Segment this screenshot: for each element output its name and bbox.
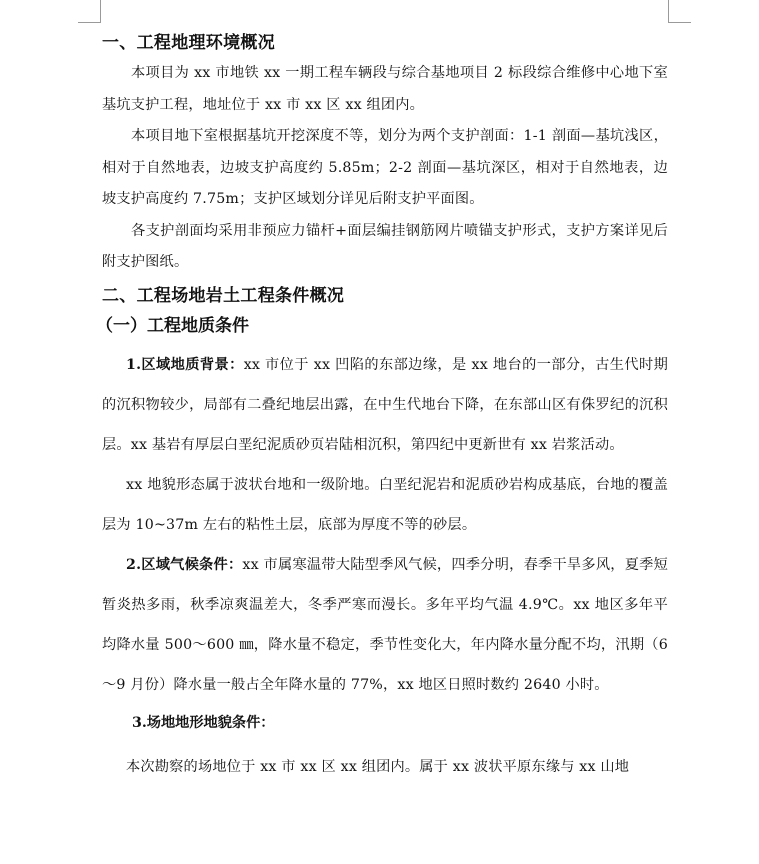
item-2-paragraph — [102, 545, 668, 705]
item-1-paragraph — [102, 345, 668, 465]
item-1-lead: 1.区域地质背景： — [126, 356, 244, 373]
item-3-heading: 3.场地地形地貌条件： — [132, 714, 275, 731]
section-1-paragraph-3: 各支护剖面均采用非预应力锚杆+面层编挂钢筋网片喷锚支护形式，支护方案详见后附支护图纸。 — [102, 222, 668, 270]
item-1-text: xx 市位于 xx 凹陷的东部边缘，是 xx 地台的一部分，古生代时期的沉积物较少，局部有二叠纪地层出露，在中生代地台下降，在东部山区有侏罗纪的沉积层。xx 基岩有厚层白垩纪泥质砂页岩陆相沉积，第四纪中更新世有 xx 岩浆活动。 — [102, 356, 668, 453]
section-1-paragraph-2: 本项目地下室根据基坑开挖深度不等，划分为两个支护剖面：1-1 剖面—基坑浅区，相对于自然地表，边坡支护高度约 5.85m；2-2 剖面—基坑深区，相对于自然地表，边坡支护高度约 7.75m；支护区域划分详见后附支护平面图。 — [102, 128, 668, 207]
document-body — [96, 28, 668, 787]
item-3-paragraph: 本次勘察的场地位于 xx 市 xx 区 xx 组团内。属于 xx 波状平原东缘与 xx 山地 — [126, 758, 630, 775]
item-1-extra-paragraph: xx 地貌形态属于波状台地和一级阶地。白垩纪泥岩和泥质砂岩构成基底，台地的覆盖层为 10~37m 左右的粘性土层，底部为厚度不等的砂层。 — [102, 476, 668, 533]
item-2-lead: 2.区域气候条件： — [126, 556, 243, 573]
subsection-geology-heading: （一）工程地质条件 — [96, 315, 249, 336]
page-corner-mark-right — [668, 0, 691, 23]
section-1-paragraph-1: 本项目为 xx 市地铁 xx 一期工程车辆段与综合基地项目 2 标段综合维修中心地下室基坑支护工程，地址位于 xx 市 xx 区 xx 组团内。 — [102, 65, 668, 113]
item-2-text: xx 市属寒温带大陆型季风气候，四季分明，春季干旱多风，夏季短暂炎热多雨，秋季凉爽温差大，冬季严寒而漫长。多年平均气温 4.9℃。xx 地区多年平均降水量 500～600 ㎜，降水量不稳定，季节性变化大，年内降水量分配不均，汛期（6～9 月份）降水量一般占全年降水量的 77%，xx 地区日照时数约 2640 小时。 — [102, 556, 668, 693]
section-2-heading: 二、工程场地岩土工程条件概况 — [102, 285, 345, 306]
section-1-heading: 一、工程地理环境概况 — [102, 33, 275, 53]
page-corner-mark-left — [78, 0, 101, 23]
